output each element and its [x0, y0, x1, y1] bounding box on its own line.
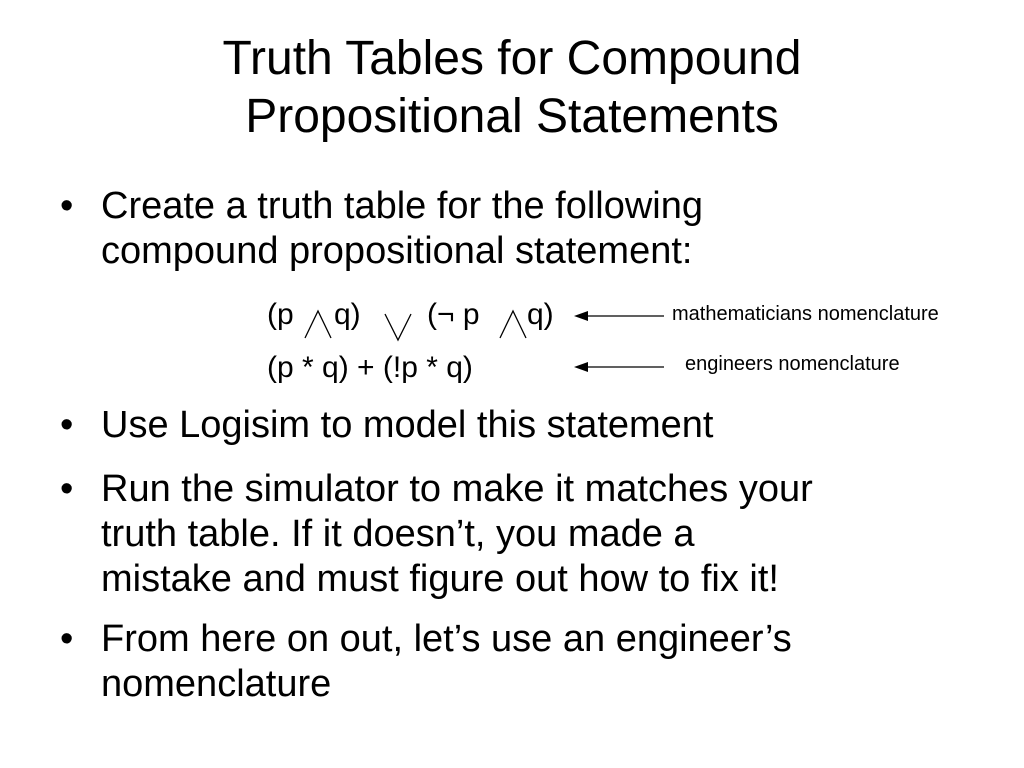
bullet-3-line-2: truth table. If it doesn’t, you made a — [101, 513, 695, 555]
formula-math-part-1: (p — [267, 298, 294, 331]
bullet-3-line-1: Run the simulator to make it matches your — [101, 468, 813, 510]
bullet-marker: • — [60, 468, 74, 510]
label-engineers: engineers nomenclature — [685, 353, 900, 375]
bullet-2-line-1: Use Logisim to model this statement — [101, 404, 714, 446]
bullet-3-line-3: mistake and must figure out how to fix it! — [101, 558, 779, 600]
title-line-2: Propositional Statements — [245, 90, 779, 143]
arrow-eng-head-icon — [574, 362, 588, 372]
formula-math-part-4: q) — [527, 298, 554, 331]
bullet-4-line-1: From here on out, let’s use an engineer’s — [101, 618, 792, 660]
formula-engineering: (p * q) + (!p * q) — [267, 351, 473, 384]
or-symbol-icon — [385, 314, 411, 340]
and-symbol-icon — [500, 311, 526, 338]
label-mathematicians: mathematicians nomenclature — [672, 303, 939, 325]
bullet-marker: • — [60, 185, 74, 227]
bullet-1-line-1: Create a truth table for the following — [101, 185, 704, 227]
formula-math-part-3: (¬ p — [427, 298, 480, 331]
arrow-math-head-icon — [574, 311, 588, 321]
title-line-1: Truth Tables for Compound — [222, 32, 802, 85]
formula-math-part-2: q) — [334, 298, 361, 331]
and-symbol-icon — [305, 311, 331, 338]
bullet-marker: • — [60, 404, 74, 446]
bullet-marker: • — [60, 618, 74, 660]
bullet-1-line-2: compound propositional statement: — [101, 230, 693, 272]
bullet-4-line-2: nomenclature — [101, 663, 332, 705]
